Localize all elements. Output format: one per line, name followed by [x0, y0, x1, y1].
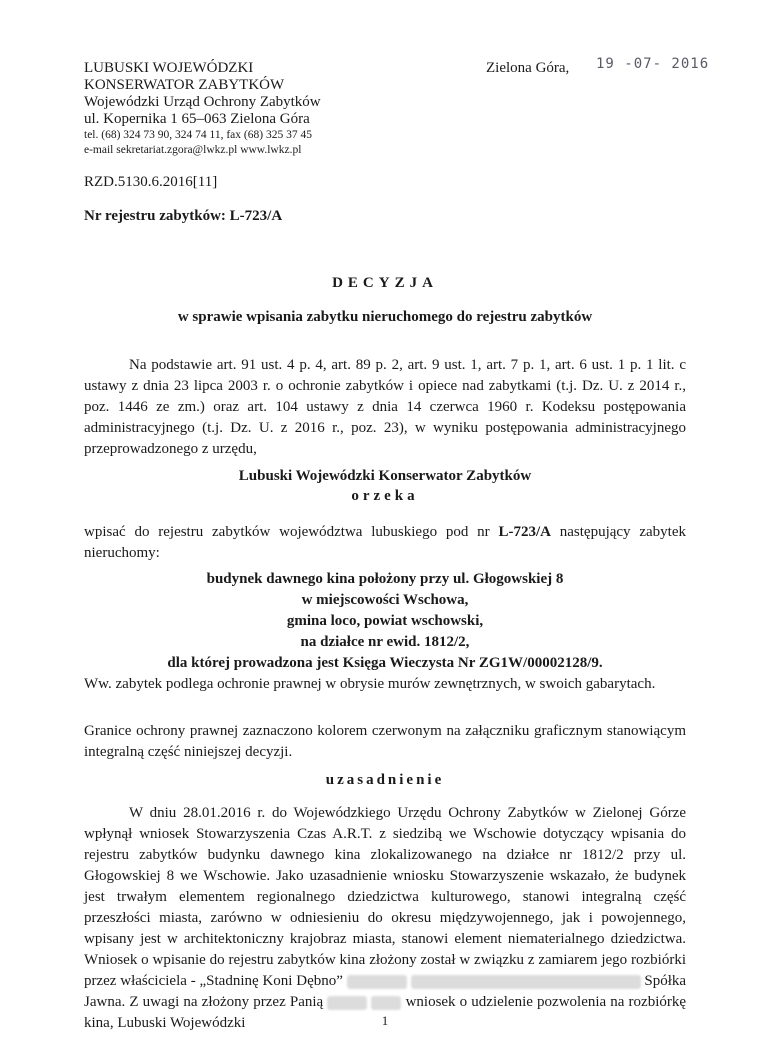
register-number: Nr rejestru zabytków: L-723/A [84, 208, 283, 224]
justification-paragraph [84, 803, 686, 1034]
redacted-text [327, 996, 367, 1010]
redacted-text [411, 975, 641, 989]
ruling-text: wpisać do rejestru zabytków województwa lubuskiego pod nr [84, 524, 499, 540]
boundary-paragraph: Granice ochrony prawnej zaznaczono kolorem czerwonym na załączniku graficznym stanowiącym integralną część niniejszej decyzji. [84, 723, 686, 760]
authority-name: Lubuski Wojewódzki Konserwator Zabytków [238, 468, 532, 484]
protection-paragraph: Ww. zabytek podlega ochronie prawnej w obrysie murów zewnętrznych, w swoich gabarytach. [84, 676, 656, 692]
monument-line: dla której prowadzona jest Księga Wieczysta Nr ZG1W/00002128/9. [167, 655, 603, 671]
sender-email: e-mail sekretariat.zgora@lwkz.pl www.lwkz.pl [84, 144, 302, 156]
page-number: 1 [381, 1013, 389, 1028]
reference-number: RZD.5130.6.2016[11] [84, 174, 218, 190]
redacted-text [371, 996, 401, 1010]
ruling-paragraph [84, 522, 686, 564]
monument-line: budynek dawnego kina położony przy ul. Głogowskiej 8 [206, 571, 564, 587]
ruling-text-end: następujący zabytek nieruchomy: [84, 524, 686, 561]
sender-line: ul. Kopernika 1 65–063 Zielona Góra [84, 111, 310, 127]
sender-line: Wojewódzki Urząd Ochrony Zabytków [84, 94, 321, 110]
justification-text: W dniu 28.01.2016 r. do Wojewódzkiego Urzędu Ochrony Zabytków w Zielonej Górze wpłynął wniosek Stowarzyszenia Czas A.R.T. z siedzibą we Wschowie dotyczący wpisania do rejestru zabytków budynku dawnego kina zlokalizowanego na działce nr 1812/2 przy ul. Głogowskiej 8 we Wschowie. Jako uzasadnienie wniosku Stowarzyszenie wskazało, że budynek jest trwałym elementem regionalnego dziedzictwa kulturowego, stanowi integralną część przeszłości miasta, zarówno w odniesieniu do okresu międzywojennego, jak i powojennego, wpisany jest w architektoniczny krajobraz miasta, stanowi element niematerialnego dziedzictwa. Wniosek o wpisanie do rejestru zabytków kina złożony został w związku z zamiarem jego rozbiórki przez właściciela - „Stadninę Koni Dębno” [84, 805, 686, 989]
document-title: DECYZJA [332, 275, 438, 291]
justification-heading: uzasadnienie [325, 772, 445, 788]
ruling-register-number: L-723/A [498, 524, 551, 540]
monument-line: gmina loco, powiat wschowski, [286, 613, 484, 629]
legal-basis-paragraph: Na podstawie art. 91 ust. 4 p. 4, art. 89 p. 2, art. 9 ust. 1, art. 7 p. 1, art. 6 ust. 1 p. 1 lit. c ustawy z dnia 23 lipca 2003 r. o ochronie zabytków i opiece nad zabytkami (t.j. Dz. U. z 2014 r., poz. 1446 ze zm.) oraz art. 104 ustawy z dnia 14 czerwca 1960 r. Kodeksu postępowania administracyjnego (t.j. Dz. U. z 2016 r., poz. 23), w wyniku postępowania administracyjnego przeprowadzonego z urzędu, [84, 357, 686, 457]
justification-text-end: wniosek o udzielenie pozwolenia na rozbiórkę kina, Lubuski Wojewódzki [84, 994, 687, 1031]
monument-line: w miejscowości Wschowa, [301, 592, 469, 608]
justification-text-cont: Spółka Jawna. Z uwagi na złożony przez Panią [84, 973, 687, 1010]
place-label: Zielona Góra, [486, 60, 570, 76]
redacted-text [347, 975, 407, 989]
monument-line: na działce nr ewid. 1812/2, [300, 634, 470, 650]
sender-phone: tel. (68) 324 73 90, 324 74 11, fax (68) 325 37 45 [84, 129, 312, 141]
sender-line: KONSERWATOR ZABYTKÓW [84, 77, 285, 93]
document-subtitle: w sprawie wpisania zabytku nieruchomego do rejestru zabytków [177, 309, 593, 325]
date-stamp: 19 -07- 2016 [596, 56, 710, 72]
sender-block [84, 60, 321, 158]
monument-description [84, 569, 686, 674]
ruling-word: orzeka [351, 488, 419, 504]
sender-line: LUBUSKI WOJEWÓDZKI [84, 60, 254, 76]
